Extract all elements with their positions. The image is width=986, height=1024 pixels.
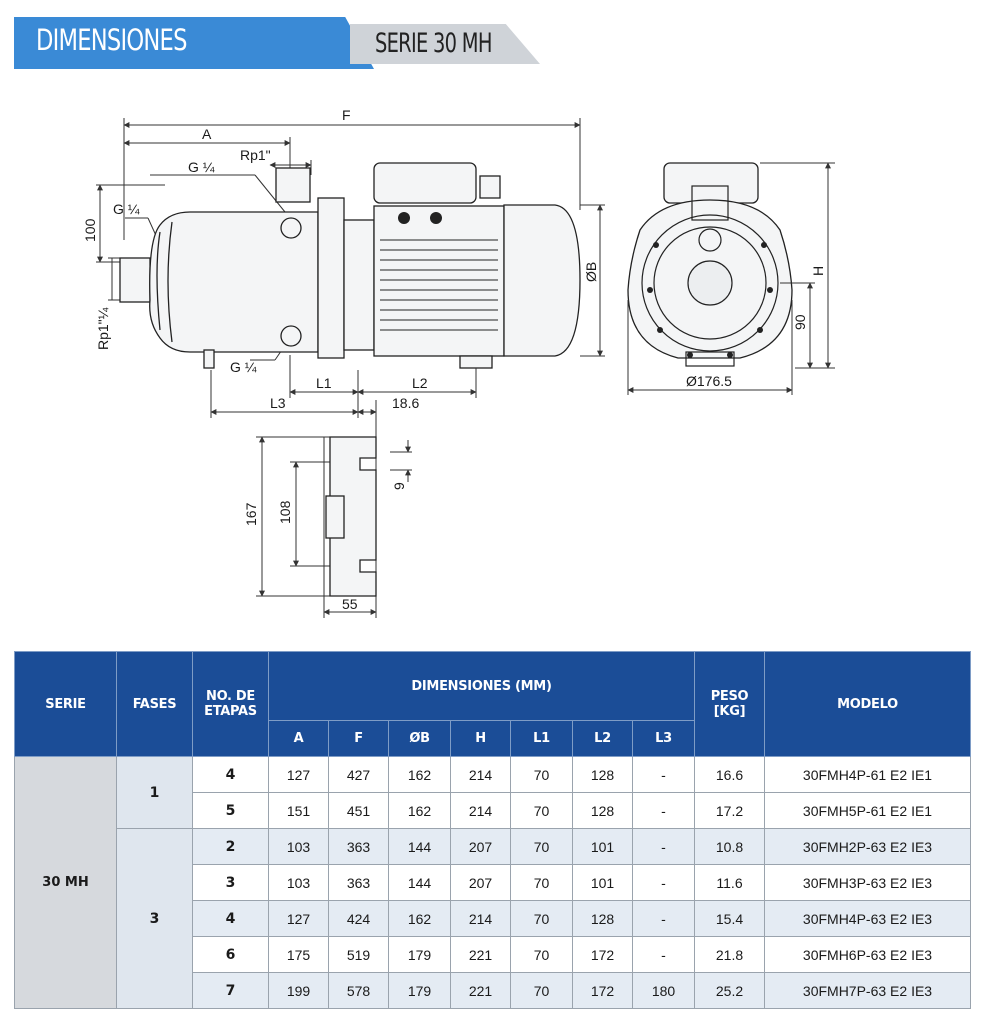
cell-B: 144 [389, 829, 451, 865]
cell-modelo: 30FMH2P-63 E2 IE3 [765, 829, 971, 865]
header-fases: FASES [117, 652, 193, 757]
label-A: A [202, 126, 212, 142]
label-9: 9 [391, 482, 407, 490]
cell-L1: 70 [511, 901, 573, 937]
subheader-L1: L1 [511, 721, 573, 757]
label-18-6: 18.6 [392, 395, 420, 411]
cell-L3: 180 [633, 973, 695, 1009]
cell-L3: - [633, 793, 695, 829]
label-Rp1: Rp1" [240, 147, 271, 163]
label-L3: L3 [270, 395, 286, 411]
cell-H: 214 [451, 757, 511, 793]
cell-modelo: 30FMH3P-63 E2 IE3 [765, 865, 971, 901]
cell-peso: 17.2 [695, 793, 765, 829]
subheader-B: ØB [389, 721, 451, 757]
cell-H: 214 [451, 901, 511, 937]
cell-etapas: 5 [193, 793, 269, 829]
label-diameter-176-5: Ø176.5 [686, 373, 732, 389]
cell-A: 127 [269, 901, 329, 937]
cell-L1: 70 [511, 757, 573, 793]
cell-etapas: 4 [193, 901, 269, 937]
cell-L3: - [633, 901, 695, 937]
header-serie: SERIE [15, 652, 117, 757]
cell-F: 451 [329, 793, 389, 829]
page-title: DIMENSIONES [36, 23, 187, 57]
cell-A: 199 [269, 973, 329, 1009]
header-etapas: NO. DE ETAPAS [193, 652, 269, 757]
cell-A: 127 [269, 757, 329, 793]
cell-F: 363 [329, 865, 389, 901]
cell-B: 179 [389, 973, 451, 1009]
cell-L2: 128 [573, 793, 633, 829]
subheader-A: A [269, 721, 329, 757]
label-L1: L1 [316, 375, 332, 391]
cell-peso: 16.6 [695, 757, 765, 793]
fase-cell: 1 [117, 757, 193, 829]
label-90: 90 [792, 314, 808, 330]
cell-modelo: 30FMH6P-63 E2 IE3 [765, 937, 971, 973]
cell-etapas: 7 [193, 973, 269, 1009]
cell-modelo: 30FMH4P-63 E2 IE3 [765, 901, 971, 937]
page-header [0, 0, 986, 80]
header-dimensiones: DIMENSIONES (MM) [269, 652, 695, 721]
fase-cell: 3 [117, 829, 193, 1009]
cell-H: 221 [451, 973, 511, 1009]
cell-H: 221 [451, 937, 511, 973]
cell-F: 424 [329, 901, 389, 937]
dimensions-table [14, 651, 971, 1009]
label-100: 100 [82, 218, 98, 242]
cell-L1: 70 [511, 829, 573, 865]
cell-A: 103 [269, 829, 329, 865]
cell-H: 214 [451, 793, 511, 829]
label-F: F [342, 107, 351, 123]
cell-etapas: 6 [193, 937, 269, 973]
cell-F: 363 [329, 829, 389, 865]
cell-L2: 101 [573, 865, 633, 901]
label-Rp1-quarter: Rp1"¼ [95, 307, 111, 350]
cell-peso: 21.8 [695, 937, 765, 973]
cell-etapas: 4 [193, 757, 269, 793]
subheader-F: F [329, 721, 389, 757]
series-title: SERIE 30 MH [375, 28, 492, 59]
cell-B: 179 [389, 937, 451, 973]
cell-B: 144 [389, 865, 451, 901]
cell-peso: 15.4 [695, 901, 765, 937]
cell-peso: 10.8 [695, 829, 765, 865]
cell-A: 103 [269, 865, 329, 901]
serie-cell: 30 MH [15, 757, 117, 1009]
table-row [15, 757, 971, 793]
cell-L3: - [633, 757, 695, 793]
cell-etapas: 3 [193, 865, 269, 901]
cell-L3: - [633, 865, 695, 901]
subheader-L2: L2 [573, 721, 633, 757]
header-peso: PESO [KG] [695, 652, 765, 757]
label-H: H [810, 265, 826, 276]
cell-L3: - [633, 937, 695, 973]
cell-H: 207 [451, 829, 511, 865]
cell-L1: 70 [511, 937, 573, 973]
cell-A: 175 [269, 937, 329, 973]
cell-L2: 101 [573, 829, 633, 865]
cell-F: 519 [329, 937, 389, 973]
cell-B: 162 [389, 901, 451, 937]
cell-etapas: 2 [193, 829, 269, 865]
header-modelo: MODELO [765, 652, 971, 757]
cell-L2: 172 [573, 937, 633, 973]
label-G-quarter-bottom: G ¼ [230, 359, 257, 375]
table-row [15, 829, 971, 865]
cell-modelo: 30FMH5P-61 E2 IE1 [765, 793, 971, 829]
label-55: 55 [342, 596, 358, 612]
cell-peso: 25.2 [695, 973, 765, 1009]
cell-L2: 128 [573, 757, 633, 793]
label-167: 167 [243, 502, 259, 526]
label-L2: L2 [412, 375, 428, 391]
cell-L1: 70 [511, 865, 573, 901]
cell-L2: 172 [573, 973, 633, 1009]
pump-dimension-drawing [0, 80, 986, 640]
cell-modelo: 30FMH7P-63 E2 IE3 [765, 973, 971, 1009]
label-G-quarter-left: G ¼ [113, 201, 140, 217]
cell-L1: 70 [511, 973, 573, 1009]
subheader-L3: L3 [633, 721, 695, 757]
cell-peso: 11.6 [695, 865, 765, 901]
cell-F: 427 [329, 757, 389, 793]
subheader-H: H [451, 721, 511, 757]
cell-L1: 70 [511, 793, 573, 829]
label-B: ØB [583, 261, 599, 282]
cell-F: 578 [329, 973, 389, 1009]
cell-B: 162 [389, 757, 451, 793]
cell-A: 151 [269, 793, 329, 829]
cell-L2: 128 [573, 901, 633, 937]
label-G-quarter-top: G ¼ [188, 159, 215, 175]
cell-L3: - [633, 829, 695, 865]
label-108: 108 [277, 500, 293, 524]
cell-B: 162 [389, 793, 451, 829]
cell-H: 207 [451, 865, 511, 901]
cell-modelo: 30FMH4P-61 E2 IE1 [765, 757, 971, 793]
